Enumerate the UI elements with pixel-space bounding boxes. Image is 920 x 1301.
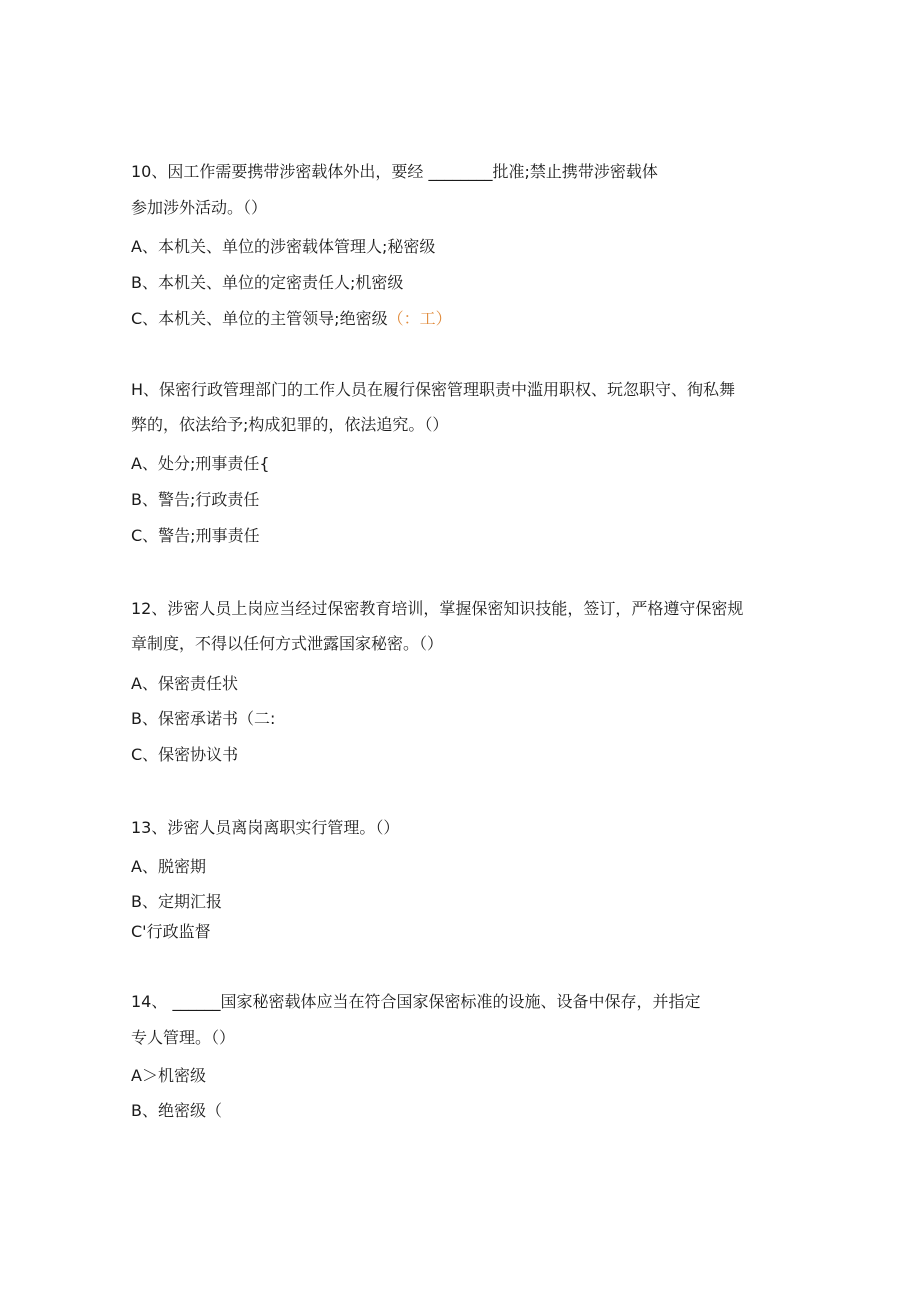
question-10-option-a: A、本机关、单位的涉密载体管理人;秘密级 [131, 237, 436, 256]
question-13-option-a: A、脱密期 [131, 857, 206, 876]
question-10-stem-line-1: 10、因工作需要携带涉密载体外出，要经 ________批准;禁止携带涉密载体 [131, 162, 658, 181]
question-14-stem-line-1: 14、 ______国家秘密载体应当在符合国家保密标准的设施、设备中保存，并指定 [131, 992, 701, 1011]
question-13-option-b: B、定期汇报 [131, 892, 222, 911]
question-12-option-a: A、保密责任状 [131, 674, 238, 693]
question-12-stem-line-2: 章制度，不得以任何方式泄露国家秘密。（） [131, 634, 444, 653]
question-12-option-c: C、保密协议书 [131, 745, 239, 764]
question-13-option-c: C'行政监督 [131, 922, 211, 941]
question-10-option-b: B、本机关、单位的定密责任人;机密级 [131, 273, 404, 292]
question-11-option-c: C、警告;刑事责任 [131, 526, 260, 545]
question-11-option-a: A、处分;刑事责任{ [131, 454, 270, 473]
question-14-option-a: A＞机密级 [131, 1066, 206, 1085]
question-10-option-c-mark: （：工） [387, 309, 452, 328]
question-11-option-b: B、警告;行政责任 [131, 490, 260, 509]
question-11-stem-line-1: H、保密行政管理部门的工作人员在履行保密管理职责中滥用职权、玩忽职守、徇私舞 [131, 380, 736, 399]
question-12-option-b: B、保密承诺书（二: [131, 709, 276, 728]
question-12-stem-line-1: 12、涉密人员上岗应当经过保密教育培训，掌握保密知识技能，签订，严格遵守保密规 [131, 599, 744, 618]
question-13-stem: 13、涉密人员离岗离职实行管理。（） [131, 818, 400, 837]
question-10-option-c [131, 308, 452, 330]
question-10-option-c-text: C、本机关、单位的主管领导;绝密级 [131, 309, 388, 328]
question-14-stem-line-2: 专人管理。（） [131, 1028, 236, 1047]
question-11-stem-line-2: 弊的，依法给予;构成犯罪的，依法追究。（） [131, 415, 449, 434]
question-14-option-b: B、绝密级（ [131, 1101, 222, 1120]
question-10-stem-line-2: 参加涉外活动。（） [131, 198, 268, 217]
